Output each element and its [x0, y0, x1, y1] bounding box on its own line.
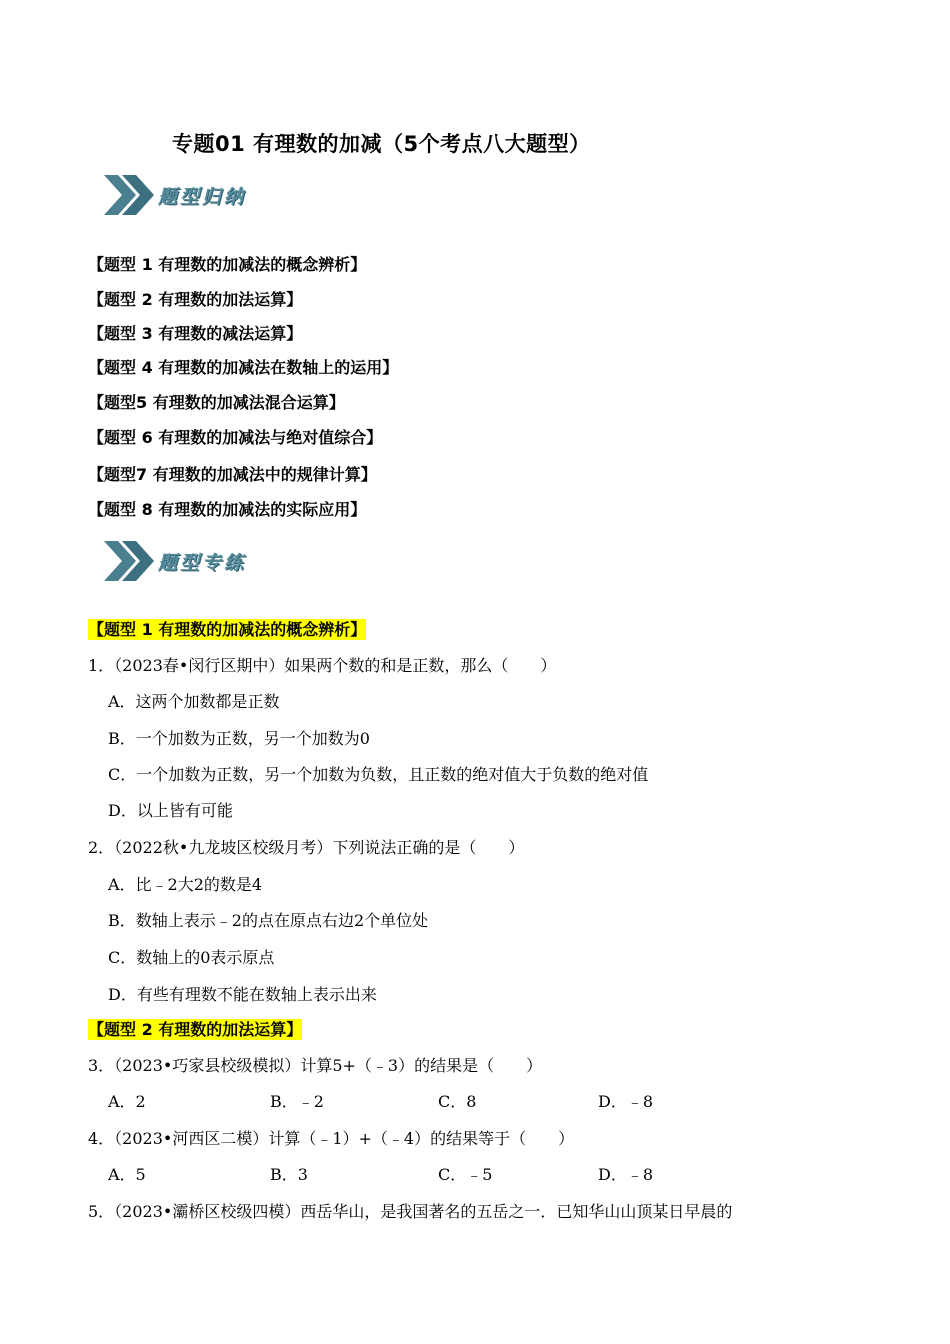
option-b: B．3	[270, 1165, 308, 1184]
toc-item: 【题型 3 有理数的减法运算】	[88, 324, 303, 343]
toc-item: 【题型 1 有理数的加减法的概念辨析】	[88, 255, 367, 274]
option-c: C．数轴上的0表示原点	[108, 948, 275, 967]
section-heading: 【题型 2 有理数的加法运算】	[88, 1020, 303, 1039]
option-a: A．这两个加数都是正数	[108, 692, 280, 711]
option-a: A．5	[108, 1165, 146, 1184]
option-c: C．﹣5	[438, 1165, 493, 1184]
toc-item: 【题型 4 有理数的加减法在数轴上的运用】	[88, 358, 399, 377]
double-chevron-icon	[100, 536, 156, 586]
option-c: C．一个加数为正数，另一个加数为负数，且正数的绝对值大于负数的绝对值	[108, 765, 649, 784]
question-stem: 5．（2023•灞桥区校级四模）西岳华山，是我国著名的五岳之一．已知华山山顶某日早晨的	[88, 1202, 733, 1221]
double-chevron-icon	[100, 170, 156, 220]
toc-item: 【题型 8 有理数的加减法的实际应用】	[88, 500, 367, 519]
toc-item: 【题型7 有理数的加减法中的规律计算】	[88, 465, 377, 484]
summary-banner-label: 题型归纳	[158, 186, 247, 208]
practice-banner	[100, 536, 280, 586]
option-b: B．﹣2	[270, 1092, 324, 1111]
summary-banner	[100, 170, 280, 220]
toc-item: 【题型 2 有理数的加法运算】	[88, 290, 303, 309]
question-stem: 2．（2022秋•九龙坡区校级月考）下列说法正确的是（ ）	[88, 838, 525, 857]
page-title: 专题01 有理数的加减（5个考点八大题型）	[172, 132, 591, 156]
option-d: D．有些有理数不能在数轴上表示出来	[108, 985, 377, 1004]
toc-item: 【题型5 有理数的加减法混合运算】	[88, 393, 345, 412]
toc-item: 【题型 6 有理数的加减法与绝对值综合】	[88, 428, 383, 447]
option-c: C．8	[438, 1092, 477, 1111]
option-a: A．2	[108, 1092, 146, 1111]
option-d: D．﹣8	[598, 1092, 654, 1111]
section-heading: 【题型 1 有理数的加减法的概念辨析】	[88, 620, 367, 639]
question-stem: 4．（2023•河西区二模）计算（﹣1）+（﹣4）的结果等于（ ）	[88, 1129, 575, 1148]
option-b: B．数轴上表示﹣2的点在原点右边2个单位处	[108, 911, 429, 930]
practice-banner-label: 题型专练	[158, 552, 247, 574]
question-stem: 3．（2023•巧家县校级模拟）计算5+（﹣3）的结果是（ ）	[88, 1056, 543, 1075]
option-d: D．﹣8	[598, 1165, 654, 1184]
question-stem: 1．（2023春•闵行区期中）如果两个数的和是正数，那么（ ）	[88, 656, 557, 675]
option-b: B．一个加数为正数，另一个加数为0	[108, 729, 370, 748]
option-d: D．以上皆有可能	[108, 801, 233, 820]
option-a: A．比﹣2大2的数是4	[108, 875, 263, 894]
